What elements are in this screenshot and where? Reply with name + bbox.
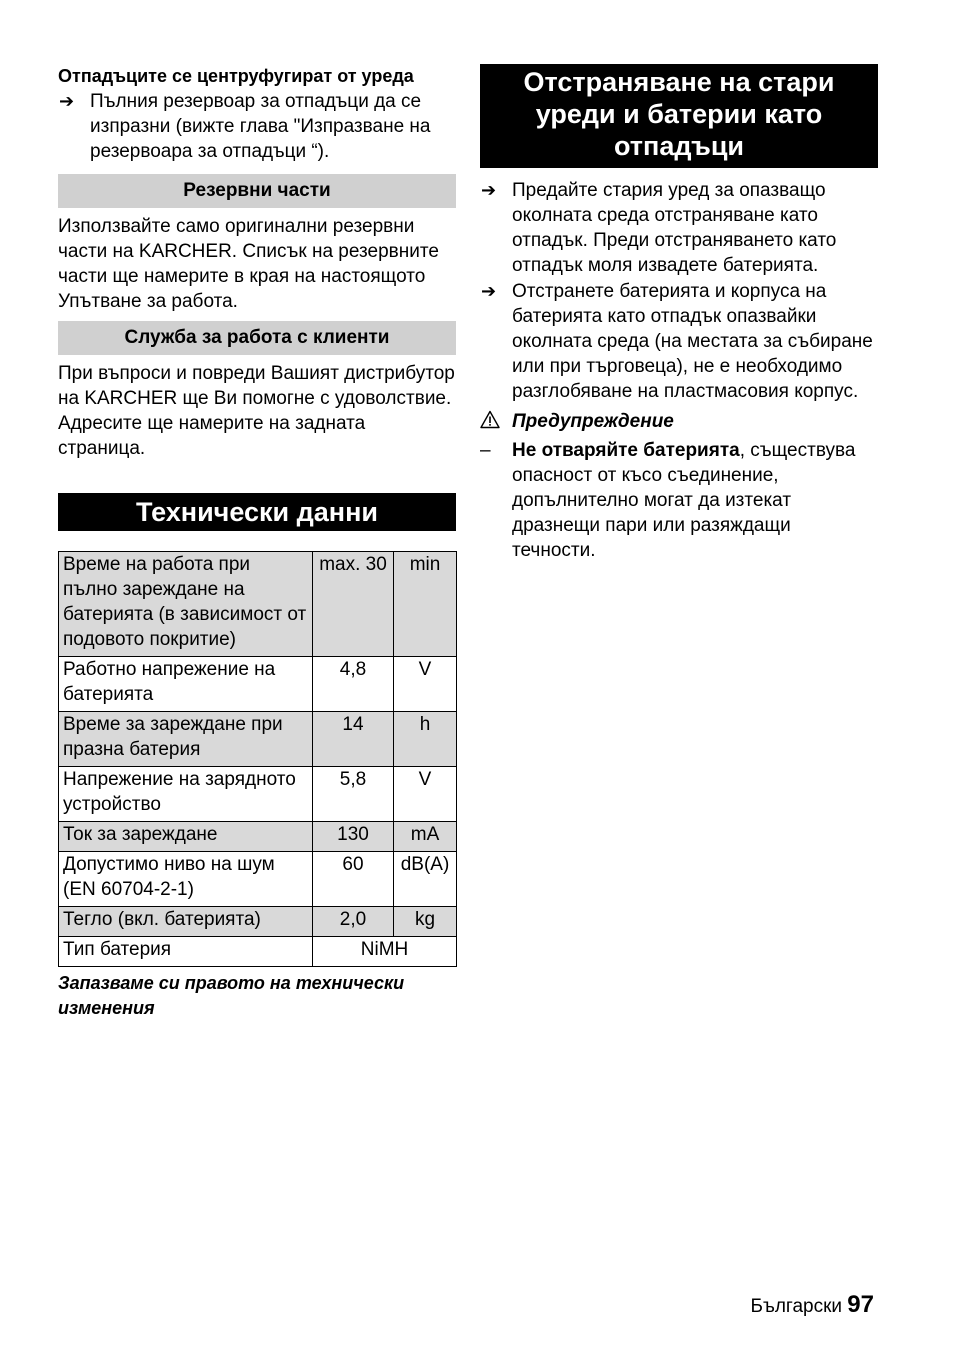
arrow-right-icon: ➔: [481, 281, 497, 301]
table-cell-label: Тип батерия: [59, 937, 313, 967]
disposal-instruction-text: Предайте стария уред за опазващо околната среда отстраняване като отпадък. Преди отстраняването като отпадък моля извадете батерията.: [512, 180, 837, 276]
waste-instruction: [58, 89, 456, 164]
customer-service-heading: Служба за работа с клиенти: [58, 321, 456, 355]
technical-data-table: [58, 551, 457, 967]
table-cell-value: 5,8: [313, 767, 394, 822]
spare-parts-text: Използвайте само оригинални резервни части на KARCHER. Списък на резервните части ще намерите в края на настоящото Упътване за работа.: [58, 216, 439, 312]
arrow-right-icon: ➔: [59, 91, 75, 111]
table-row: [59, 767, 457, 822]
table-cell-label: Допустимо ниво на шум (EN 60704-2-1): [59, 852, 313, 907]
table-cell-value: 60: [313, 852, 394, 907]
right-column: [480, 64, 878, 563]
technical-data-heading: Технически данни: [58, 493, 456, 531]
table-cell-label: Работно напрежение на батерията: [59, 657, 313, 712]
left-column: [58, 64, 456, 1021]
table-cell-label: Време за зареждане при празна батерия: [59, 712, 313, 767]
customer-service-text: При въпроси и повреди Вашият дистрибутор на KARCHER ще Ви помогне с удоволствие. Адресите ще намерите на задната страница.: [58, 363, 455, 459]
table-cell-value: NiMH: [313, 937, 457, 967]
warning-triangle-icon: [480, 409, 500, 434]
warning-label: [480, 409, 878, 434]
table-cell-unit: V: [394, 657, 457, 712]
table-cell-unit: min: [394, 552, 457, 657]
table-cell-value: 4,8: [313, 657, 394, 712]
table-cell-value: 14: [313, 712, 394, 767]
page-footer: [751, 1290, 875, 1322]
table-cell-unit: h: [394, 712, 457, 767]
table-cell-label: Ток за зареждане: [59, 822, 313, 852]
table-cell-label: Напрежение на зарядното устройство: [59, 767, 313, 822]
table-cell-value: max. 30: [313, 552, 394, 657]
table-cell-value: 130: [313, 822, 394, 852]
table-row: [59, 822, 457, 852]
table-row: [59, 907, 457, 937]
table-row: [59, 712, 457, 767]
table-cell-unit: dB(A): [394, 852, 457, 907]
disposal-instruction-2: [480, 279, 878, 404]
page-number: 97: [847, 1291, 874, 1318]
arrow-right-icon: ➔: [481, 180, 497, 200]
warning-item: [480, 438, 878, 563]
table-cell-label: Време на работа при пълно зареждане на батерията (в зависимост от подовото покритие): [59, 552, 313, 657]
waste-instruction-text: Пълния резервоар за отпадъци да се изпразни (вижте глава "Изпразване на резервоара за отпадъци “).: [90, 91, 431, 162]
table-row: [59, 937, 457, 967]
technical-changes-note: Запазваме си правото на технически изменения: [58, 973, 405, 1018]
warning-rest-text: , съществува опасност от късо съединение, допълнително могат да изтекат дразнещи пари или разяждащи течности.: [512, 440, 856, 561]
dash-bullet: –: [480, 440, 491, 461]
warning-bold-text: Не отваряйте батерията: [512, 440, 740, 461]
warning-label-text: Предупреждение: [512, 411, 674, 432]
table-cell-unit: kg: [394, 907, 457, 937]
table-cell-value: 2,0: [313, 907, 394, 937]
table-row: [59, 852, 457, 907]
table-row: [59, 552, 457, 657]
table-cell-unit: V: [394, 767, 457, 822]
spare-parts-heading: Резервни части: [58, 174, 456, 208]
footer-language: Български: [750, 1296, 843, 1317]
table-cell-label: Тегло (вкл. батерията): [59, 907, 313, 937]
table-row: [59, 657, 457, 712]
waste-heading: Отпадъците се центруфугират от уреда: [58, 66, 414, 86]
disposal-heading: Отстраняване на стари уреди и батерии като отпадъци: [480, 64, 878, 168]
disposal-instruction-text: Отстранете батерията и корпуса на батерията като отпадък опазвайки околната среда (на местата за събиране или при търговеца), не е необходимо разглобяване на пластмасовия корпус.: [512, 281, 873, 402]
table-cell-unit: mA: [394, 822, 457, 852]
disposal-instruction-1: [480, 178, 878, 278]
